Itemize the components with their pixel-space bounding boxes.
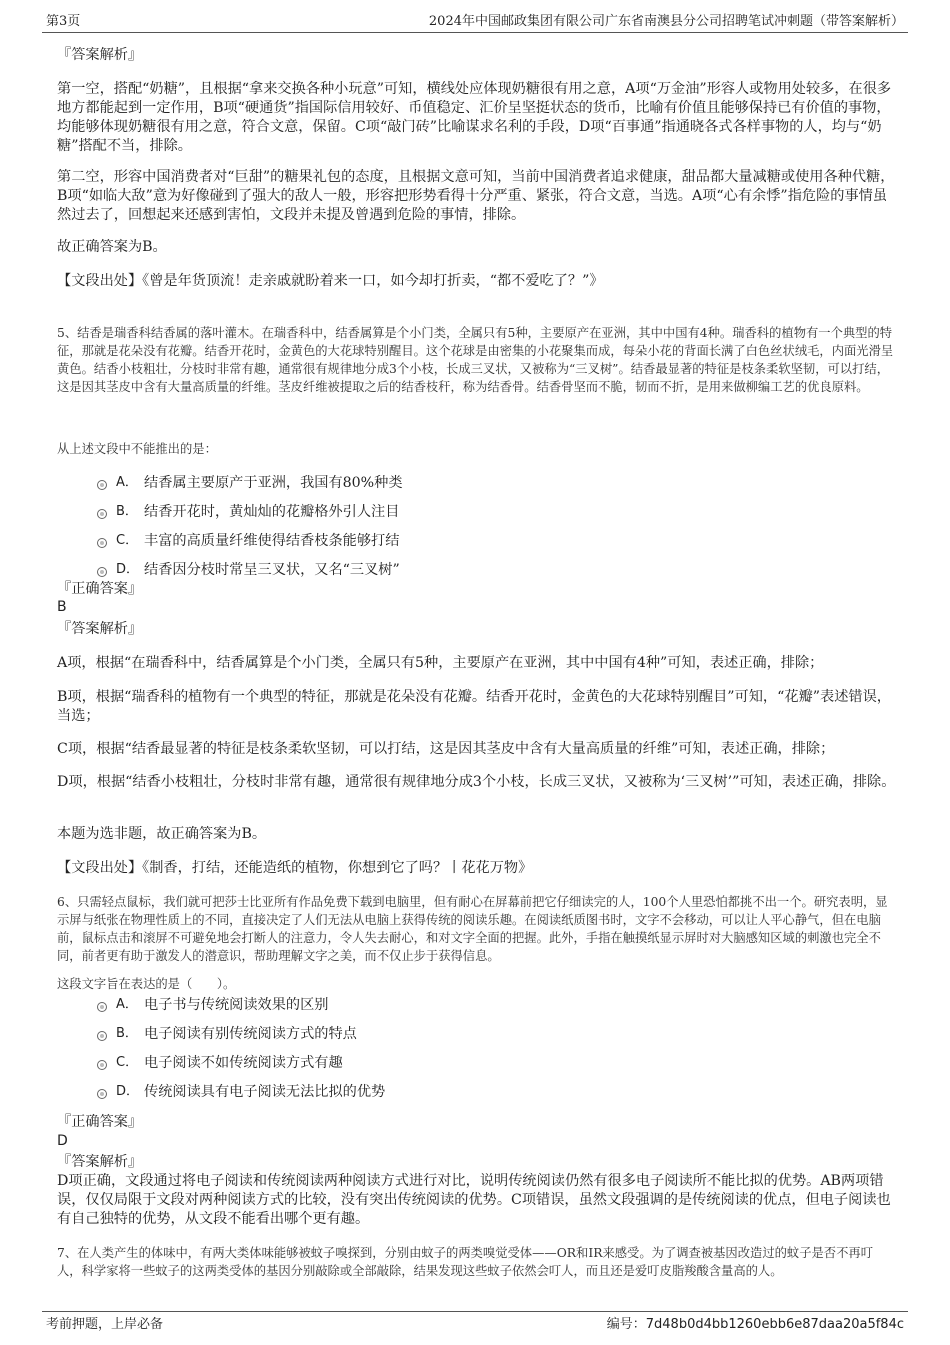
footer-code: [607, 1315, 904, 1335]
q4-analysis-paragraph-1: 第一空，搭配“奶糖”，且根据“拿来交换各种小玩意”可知，横线处应体现奶糖很有用之意，A项“万金油”形容人或物用处较多，在很多地方都能起到一定作用，B项“硬通货”指国际信用较好、币值稳定、汇价呈坚挺状态的货币，比喻有价值且能够保持已有价值的事物，均能够体现奶糖很有用之意，符合文意，保留。C项“敲门砖”比喻谋求名利的手段，D项“百事通”指通晓各式各样事物的人，均与“奶糖”搭配不当，排除。: [57, 81, 892, 154]
radio-icon[interactable]: [97, 480, 107, 490]
q6-options: [96, 995, 796, 1111]
page-header: [42, 10, 908, 33]
q5-analysis-a: A项，根据“在瑞香科中，结香属算是个小门类，全属只有5种，主要原产在亚洲，其中中国有4种”可知，表述正确，排除；: [57, 655, 824, 671]
document-title: 2024年中国邮政集团有限公司广东省南澳县分公司招聘笔试冲刺题（带答案解析）: [428, 14, 904, 29]
q5-analysis-c: C项，根据“结香最显著的特征是枝条柔软坚韧，可以打结，这是因其茎皮中含有大量高质量的纤维”可知，表述正确，排除；: [57, 741, 835, 757]
q5-analysis-b: B项，根据“瑞香科的植物有一个典型的特征，那就是花朵没有花瓣。结香开花时，金黄色的大花球特别醒目”可知，“花瓣”表述错误，当选；: [57, 689, 891, 724]
q5-answer: B: [57, 599, 67, 615]
footer-slogan: 考前押题，上岸必备: [46, 1317, 164, 1332]
page-number: 第3页: [46, 14, 81, 29]
q5-answer-label: 『正确答案』: [57, 581, 143, 597]
q4-conclusion: 故正确答案为B。: [57, 239, 167, 255]
q4-source: 【文段出处】《曾是年货顶流！走亲戚就盼着来一口，如今却打折卖，“都不爱吃了？”》: [57, 273, 604, 289]
radio-icon[interactable]: [97, 538, 107, 548]
q6-passage: 6、只需轻点鼠标，我们就可把莎士比亚所有作品免费下载到电脑里，但有耐心在屏幕前把它仔细读完的人，100个人里恐怕都挑不出一个。研究表明，显示屏与纸张在物理性质上的不同，直接决定了人们无法从电脑上获得传统的阅读乐趣。在阅读纸质图书时，文字不会移动，可以让人平心静气，但在电脑前，鼠标点击和滚屏不可避免地会打断人的注意力，令人失去耐心，和对文字全面的把握。此外，手指在触摸纸显示屏时对大脑感知区域的刺激也完全不同，前者更有助于激发人的潜意识，帮助理解文字之美，而不仅止步于获得信息。: [57, 895, 888, 963]
q5-option-a[interactable]: A． 结香属主要原产于亚洲，我国有80%种类: [96, 473, 796, 502]
q5-options: [96, 473, 796, 589]
q5-option-b[interactable]: B． 结香开花时，黄灿灿的花瓣格外引人注目: [96, 502, 796, 531]
radio-icon[interactable]: [97, 1060, 107, 1070]
q4-analysis-paragraph-2: 第二空，形容中国消费者对“巨甜”的糖果礼包的态度，且根据文意可知，当前中国消费者追求健康，甜品都大量减糖或使用各种代糖，B项“如临大敌”意为好像碰到了强大的敌人一般，形容把形势看得十分严重、紧张，符合文意，当选。A项“心有余悸”指危险的事情虽然过去了，回想起来还感到害怕，文段并未提及曾遇到危险的事情，排除。: [57, 169, 895, 223]
q7-passage: 7、在人类产生的体味中，有两大类体味能够被蚊子嗅探到，分别由蚊子的两类嗅觉受体——OR和IR来感受。为了调查被基因改造过的蚊子是否不再叮人，科学家将一些蚊子的这两类受体的基因分别敲除或全部敲除，结果发现这些蚊子依然会叮人，而且还是爱叮皮脂羧酸含量高的人。: [57, 1246, 873, 1278]
q5-source: 【文段出处】《制香，打结，还能造纸的植物，你想到它了吗？丨花花万物》: [57, 860, 533, 876]
q5-analysis-d: D项，根据“结香小枝粗壮，分枝时非常有趣，通常很有规律地分成3个小枝，长成三叉状，又被称为‘三叉树’”可知，表述正确，排除。: [57, 774, 896, 790]
q6-analysis-label: 『答案解析』: [57, 1154, 143, 1170]
footer-code-value: 7d48b0d4bb1260ebb6e87daa20a5f84c: [645, 1317, 904, 1332]
q6-analysis: D项正确，文段通过将电子阅读和传统阅读两种阅读方式进行对比，说明传统阅读仍然有很多电子阅读所不能比拟的优势。AB两项错误，仅仅局限于文段对两种阅读方式的比较，没有突出传统阅读的优势。C项错误，虽然文段强调的是传统阅读的优点，但电子阅读也有自己独特的优势，从文段不能看出哪个更有趣。: [57, 1173, 891, 1227]
footer-code-label: 编号：: [606, 1317, 646, 1332]
radio-icon[interactable]: [97, 567, 107, 577]
q6-answer: D: [57, 1133, 68, 1149]
q6-option-d[interactable]: D． 传统阅读具有电子阅读无法比拟的优势: [96, 1082, 796, 1111]
radio-icon[interactable]: [97, 1031, 107, 1041]
q6-question: 这段文字旨在表达的是（ ）。: [57, 977, 236, 991]
q5-question: 从上述文段中不能推出的是：: [57, 442, 217, 456]
page-footer: [42, 1311, 908, 1334]
q5-analysis-label: 『答案解析』: [57, 621, 143, 637]
q5-conclusion: 本题为选非题，故正确答案为B。: [57, 826, 267, 842]
q5-option-d[interactable]: D． 结香因分枝时常呈三叉状，又名“三叉树”: [96, 560, 796, 589]
q6-answer-label: 『正确答案』: [57, 1114, 143, 1130]
q5-passage: 5、结香是瑞香科结香属的落叶灌木。在瑞香科中，结香属算是个小门类，全属只有5种，主要原产在亚洲，其中中国有4种。瑞香科的植物有一个典型的特征，那就是花朵没有花瓣。结香开花时，金黄色的大花球特别醒目。这个花球是由密集的小花聚集而成，每朵小花的背面长满了白色丝状绒毛，内面光滑呈黄色。结香小枝粗壮，分枝时非常有趣，通常很有规律地分成3个小枝，长成三叉状，又被称为“三叉树”。结香最显著的特征是枝条柔软坚韧，可以打结，这是因其茎皮中含有大量高质量的纤维。茎皮纤维被提取之后的结香枝秆，称为结香骨。结香骨坚而不脆，韧而不折，是用来做柳编工艺的优良原料。: [57, 326, 894, 394]
radio-icon[interactable]: [97, 1002, 107, 1012]
radio-icon[interactable]: [97, 1089, 107, 1099]
q5-option-c[interactable]: C． 丰富的高质量纤维使得结香枝条能够打结: [96, 531, 796, 560]
q4-analysis-label: 『答案解析』: [57, 47, 143, 63]
radio-icon[interactable]: [97, 509, 107, 519]
q6-option-a[interactable]: A． 电子书与传统阅读效果的区别: [96, 995, 796, 1024]
q6-option-c[interactable]: C． 电子阅读不如传统阅读方式有趣: [96, 1053, 796, 1082]
q6-option-b[interactable]: B． 电子阅读有别传统阅读方式的特点: [96, 1024, 796, 1053]
